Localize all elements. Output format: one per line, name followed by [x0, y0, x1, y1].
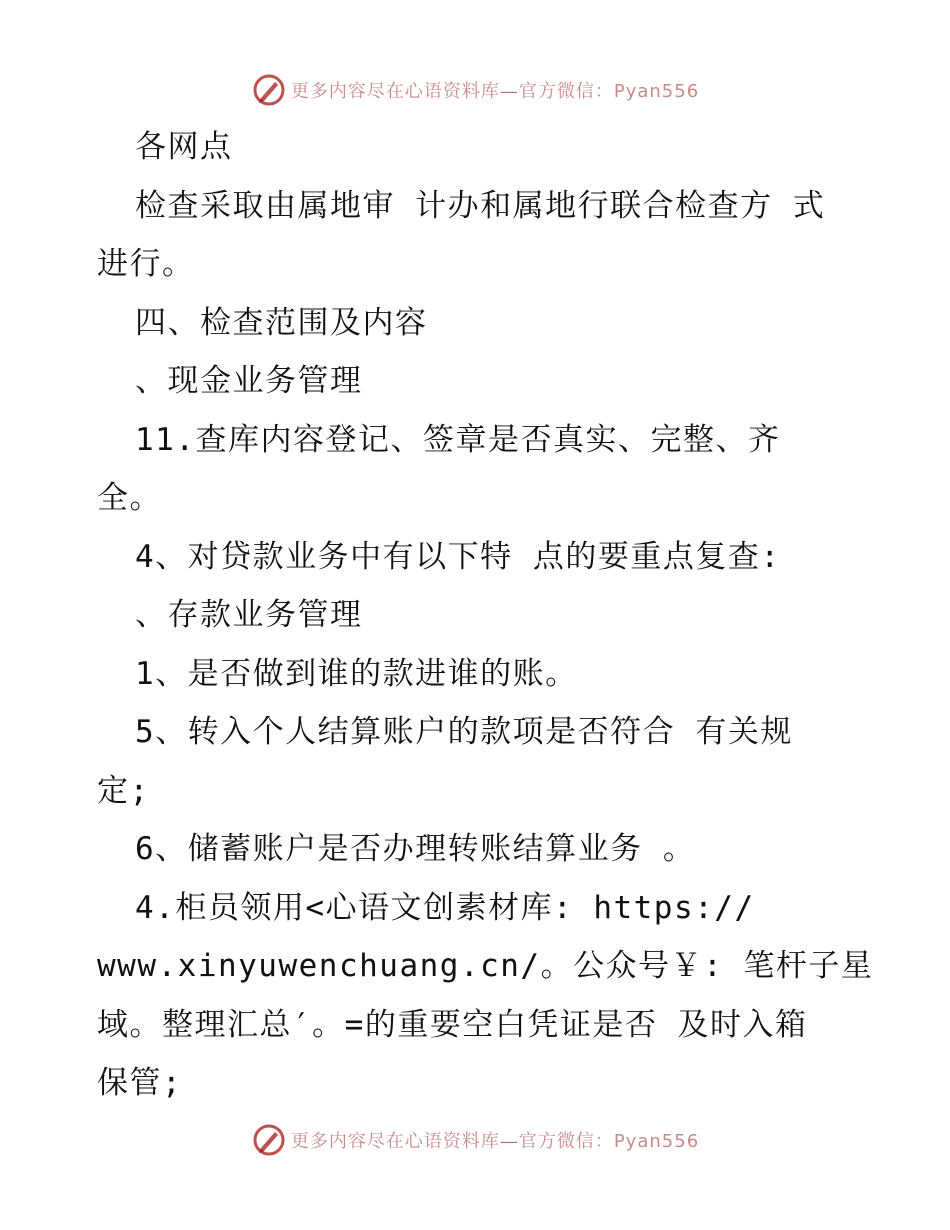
- body-line: 4、对贷款业务中有以下特 点的要重点复查:: [135, 538, 781, 575]
- body-line: 11.查库内容登记、签章是否真实、完整、齐: [135, 421, 781, 458]
- watermark-text: 更多内容尽在心语资料库: [290, 81, 500, 102]
- body-line: www.xinyuwenchuang.cn/。公众号￥: 笔杆子星: [97, 948, 874, 984]
- body-line: 、现金业务管理: [135, 363, 363, 399]
- watermark-text: 更多内容尽在心语资料库: [290, 1131, 500, 1152]
- body-line: 1、是否做到谁的款进谁的账。: [135, 655, 578, 692]
- body-line: 全。: [97, 480, 162, 516]
- body-line: 进行。: [97, 246, 195, 282]
- body-line: 4.柜员领用<心语文创素材库: https://: [135, 889, 755, 926]
- header-watermark: [0, 70, 950, 110]
- body-line: 保管;: [97, 1065, 183, 1101]
- body-line: 6、储蓄账户是否办理转账结算业务 。: [135, 831, 696, 867]
- watermark-wechat-id: Pyan556: [613, 81, 700, 102]
- watermark-wechat-id: Pyan556: [613, 1131, 700, 1152]
- section-heading: 四、检查范围及内容: [135, 304, 428, 341]
- body-line: 定;: [97, 772, 150, 809]
- footer-watermark: [0, 1120, 950, 1160]
- body-line: 检查采取由属地审 计办和属地行联合检查方 式: [135, 187, 826, 224]
- body-line: 、存款业务管理: [135, 597, 363, 633]
- watermark-separator: —: [499, 81, 519, 102]
- watermark-suffix: 官方微信：: [518, 1131, 614, 1152]
- document-body: [97, 118, 874, 1113]
- body-line: 各网点: [135, 129, 233, 165]
- watermark-suffix: 官方微信：: [518, 81, 614, 102]
- pen-logo-icon: [251, 1122, 287, 1158]
- body-line: 域。整理汇总′。=的重要空白凭证是否 及时入箱: [97, 1006, 808, 1043]
- body-line: 5、转入个人结算账户的款项是否符合 有关规: [135, 714, 793, 750]
- pen-logo-icon: [251, 72, 287, 108]
- watermark-separator: —: [499, 1131, 519, 1152]
